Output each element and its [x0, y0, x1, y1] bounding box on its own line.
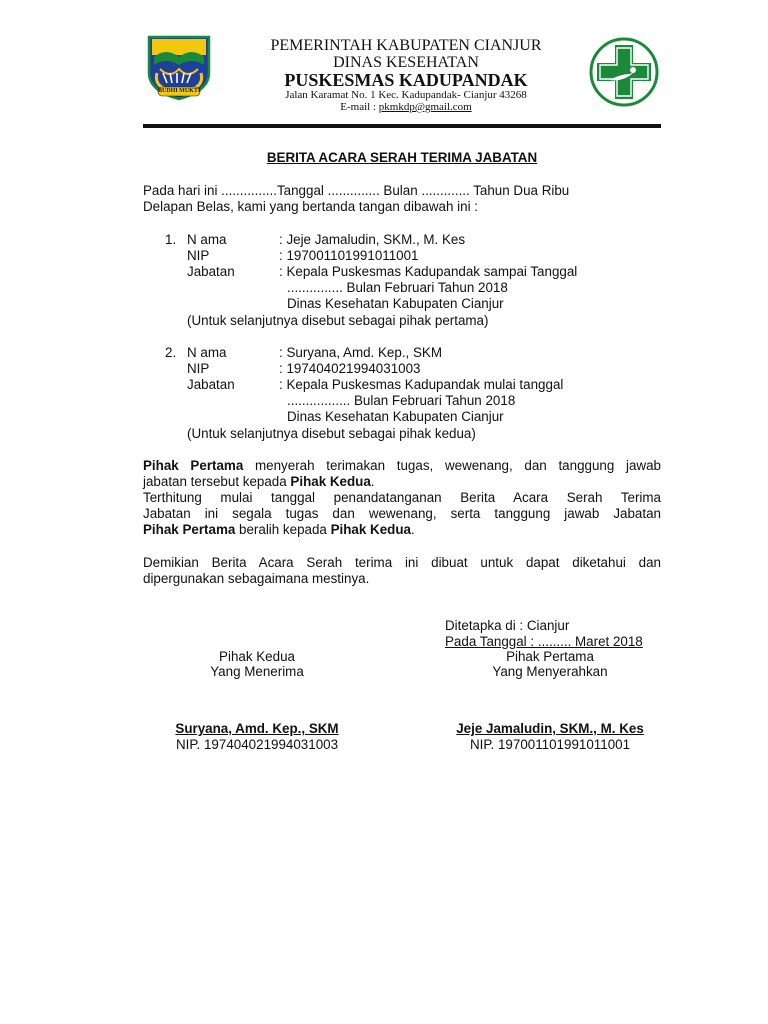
party1-nip: : 197001101991011001: [279, 248, 419, 263]
para2-text-2: .: [410, 522, 415, 537]
para2-line-3: [143, 522, 415, 538]
right-signatory-nip: NIP. 197001101991011001: [469, 737, 631, 752]
party1-jabatan-line-3: Dinas Kesehatan Kabupaten Cianjur: [287, 296, 504, 311]
letterhead-email-line: [224, 101, 588, 114]
party1-name: : Jeje Jamaludin, SKM., M. Kes: [279, 232, 466, 247]
party2-number: 2.: [165, 345, 177, 360]
letterhead-dept-line: DINAS KESEHATAN: [333, 54, 479, 71]
letterhead-govt-line: PEMERINTAH KABUPATEN CIANJUR: [270, 37, 542, 54]
para1-line-1: [143, 458, 661, 474]
left-signatory-name: Suryana, Amd. Kep., SKM: [175, 721, 339, 736]
party2-nip: : 197404021994031003: [279, 361, 421, 376]
party2-note: (Untuk selanjutnya disebut sebagai pihak kedua): [187, 426, 476, 441]
para1-pihak-kedua: Pihak Kedua: [290, 474, 371, 489]
party2-jabatan-line-1: : Kepala Puskesmas Kadupandak mulai tanggal: [279, 377, 564, 392]
right-signatory-subtitle: Yang Menyerahkan: [492, 664, 608, 679]
para1-text-1: menyerah terimakan tugas, wewenang, dan tanggung jawab: [243, 458, 661, 473]
party1-name-label: N ama: [187, 232, 227, 247]
intro-line-2: Delapan Belas, kami yang bertanda tangan dibawah ini :: [143, 199, 478, 214]
party2-jabatan-label: Jabatan: [187, 377, 235, 392]
puskesmas-logo: [588, 36, 660, 108]
para2-line-1: Terthitung mulai tanggal penandatanganan Berita Acara Serah Terima: [143, 490, 661, 505]
para2-text-1: beralih kepada: [235, 522, 331, 537]
letterhead-address: Jalan Karamat No. 1 Kec. Kadupandak- Cianjur 43268: [285, 89, 527, 101]
letterhead-divider: [143, 124, 661, 128]
party2-nip-label: NIP: [187, 361, 210, 376]
cianjur-regency-emblem: [146, 35, 212, 101]
ditetapkan-di: Ditetapka di : Cianjur: [445, 618, 570, 633]
right-signatory-role: Pihak Pertama: [506, 649, 594, 664]
left-signatory-nip: NIP. 197404021994031003: [175, 737, 339, 752]
para1-pihak-pertama: Pihak Pertama: [143, 458, 244, 473]
left-signatory-role: Pihak Kedua: [219, 649, 295, 664]
intro-line-1: Pada hari ini ...............Tanggal .............. Bulan ............. Tahun Dua Ribu: [143, 183, 570, 198]
party1-number: 1.: [165, 232, 177, 247]
para1-text-2: jabatan tersebut kepada: [143, 474, 291, 489]
party1-jabatan-line-1: : Kepala Puskesmas Kadupandak sampai Tanggal: [279, 264, 578, 279]
para1-text-3: .: [370, 474, 375, 489]
email-link[interactable]: pkmkdp@gmail.com: [378, 101, 472, 113]
para1-line-2: [143, 474, 375, 490]
document-title: BERITA ACARA SERAH TERIMA JABATAN: [266, 150, 538, 165]
para3-line-1: Demikian Berita Acara Serah terima ini dibuat untuk dapat diketahui dan: [143, 555, 661, 570]
para3-line-2: dipergunakan sebagaimana mestinya.: [143, 571, 370, 586]
party1-note: (Untuk selanjutnya disebut sebagai pihak pertama): [187, 313, 489, 328]
email-label: E-mail :: [340, 101, 379, 113]
party2-name-label: N ama: [187, 345, 227, 360]
pada-tanggal: Pada Tanggal : ......... Maret 2018: [445, 634, 643, 649]
party2-name: : Suryana, Amd. Kep., SKM: [279, 345, 442, 360]
party1-nip-label: NIP: [187, 248, 210, 263]
letterhead-puskesmas-name: PUSKESMAS KADUPANDAK: [284, 70, 528, 90]
para2-line-2: Jabatan ini segala tugas dan wewenang, serta tanggung jawab Jabatan: [143, 506, 661, 521]
left-signatory-subtitle: Yang Menerima: [210, 664, 304, 679]
emblem-motto: BUDHI MUKTI: [158, 88, 201, 94]
para2-pihak-kedua: Pihak Kedua: [330, 522, 411, 537]
party1-jabatan-label: Jabatan: [187, 264, 235, 279]
party2-jabatan-line-2: ................. Bulan Februari Tahun 2018: [287, 393, 516, 408]
party2-jabatan-line-3: Dinas Kesehatan Kabupaten Cianjur: [287, 409, 504, 424]
party1-jabatan-line-2: ............... Bulan Februari Tahun 2018: [287, 280, 508, 295]
right-signatory-name: Jeje Jamaludin, SKM., M. Kes: [456, 721, 644, 736]
para2-pihak-pertama: Pihak Pertama: [143, 522, 236, 537]
